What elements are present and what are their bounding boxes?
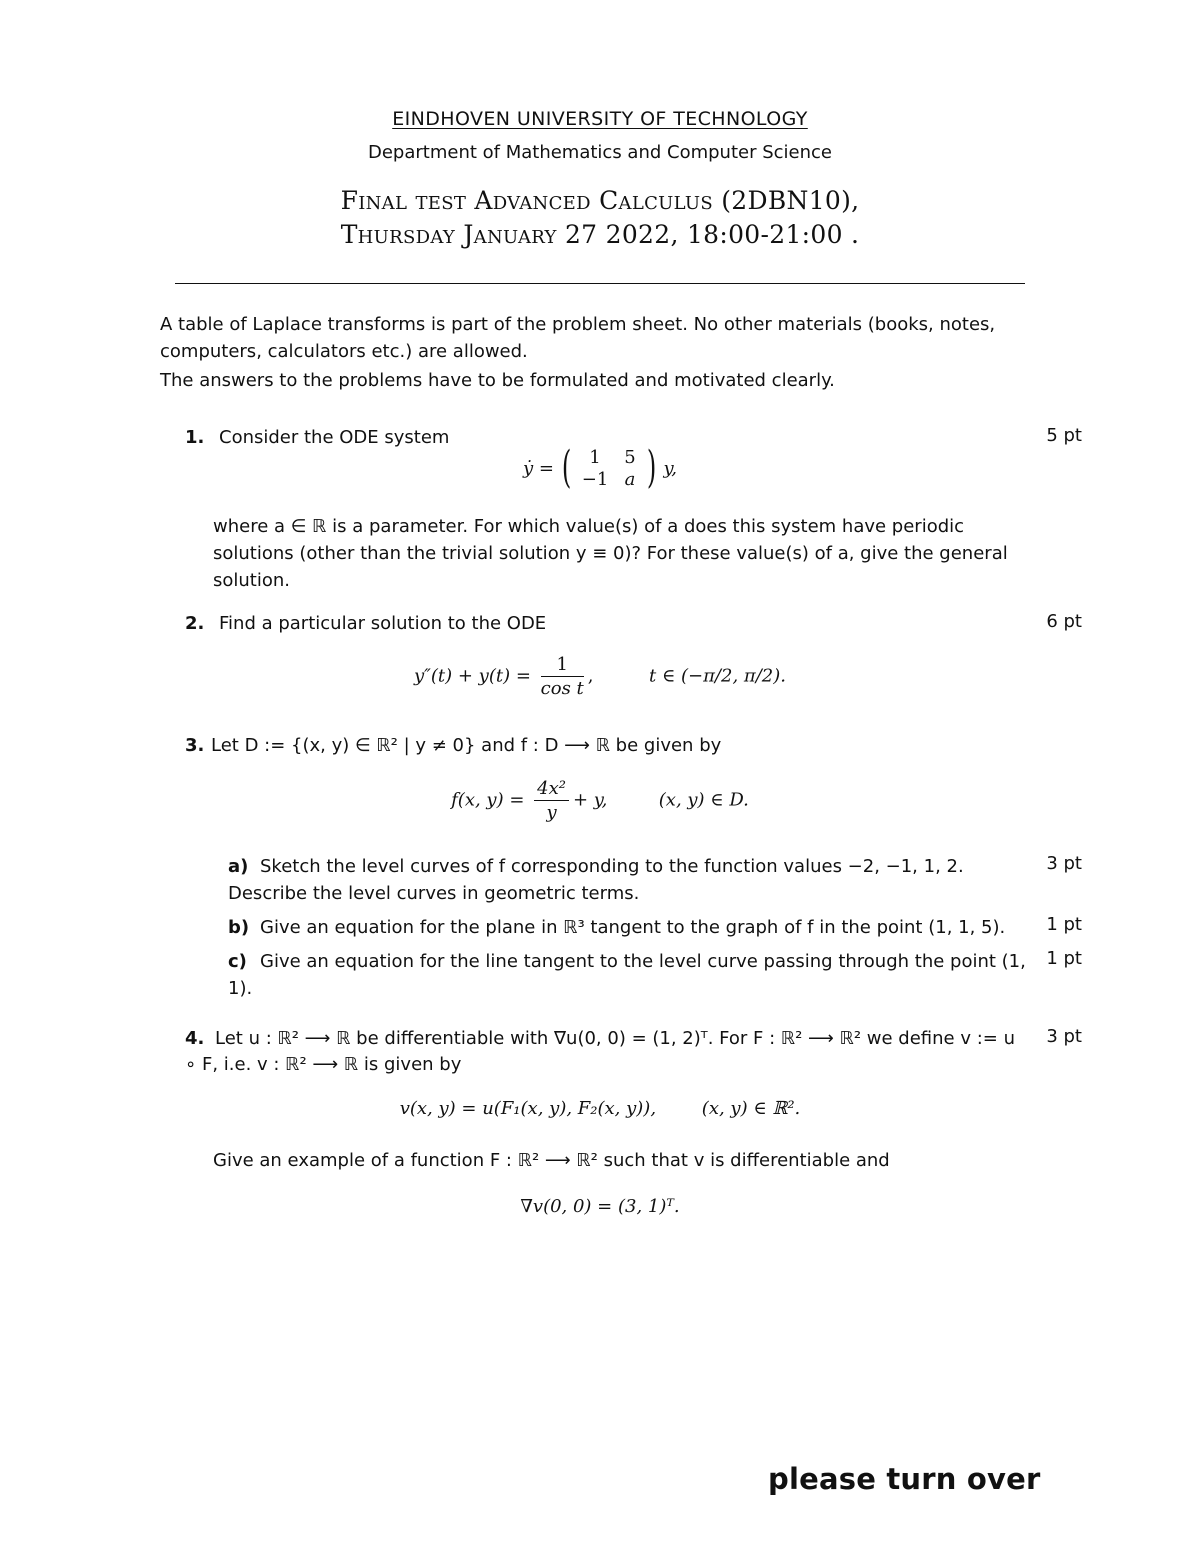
problem-1-body: where a ∈ ℝ is a parameter. For which value(s) of a does this system have periodic solutions (other than the trivial solution y ≡ 0)? For these value(s) of a, give the general solution. — [213, 516, 1008, 591]
problem-3b-label: b) — [228, 917, 250, 938]
problem-3c-points: 1 pt — [1046, 948, 1082, 969]
problem-2-lead — [185, 611, 1025, 637]
problem-3-lead-text: Let D := {(x, y) ∈ ℝ² | y ≠ 0} and f : D ⟶ ℝ be given by — [211, 735, 722, 756]
problem-3c-label: c) — [228, 951, 247, 972]
problem-3-frac-num: 4x² — [534, 778, 569, 801]
header-divider — [175, 283, 1025, 284]
problem-3c — [228, 948, 1028, 1002]
problem-4-lead-text: Let u : ℝ² ⟶ ℝ be differentiable with ∇u(0, 0) = (1, 2)ᵀ. For F : ℝ² ⟶ ℝ² we define v := u ∘ F, i.e. v : ℝ² ⟶ ℝ is given by — [185, 1028, 1015, 1075]
problem-3a-text: Sketch the level curves of f corresponding to the function values −2, −1, 1, 2. Describe the level curves in geometric terms. — [228, 856, 964, 904]
problem-3-eq-lhs: f(x, y) = — [451, 789, 525, 811]
left-paren: ( — [561, 442, 572, 493]
problem-1-eq-rhs: y, — [663, 458, 677, 479]
problem-1-number: 1. — [185, 427, 205, 448]
problem-4-eq2-text: ∇v(0, 0) = (3, 1)ᵀ. — [520, 1196, 680, 1217]
problem-2-domain: t ∈ (−π/2, π/2). — [649, 665, 786, 687]
exam-date: Thursday January 27 2022, 18:00-21:00 . — [340, 220, 860, 249]
problem-3a-points: 3 pt — [1046, 853, 1082, 874]
problem-3-lead — [185, 733, 1025, 759]
problem-2-points: 6 pt — [1046, 611, 1082, 632]
problem-3a — [228, 853, 1028, 907]
problem-2-equation — [0, 654, 1200, 699]
intro-instructions: The answers to the problems have to be formulated and motivated clearly. — [160, 370, 835, 391]
problem-1-matrix — [560, 442, 658, 493]
problem-2-eq-lhs: y″(t) + y(t) = — [413, 665, 531, 687]
matrix-entry-12: 5 — [624, 447, 636, 468]
problem-2-number: 2. — [185, 613, 205, 634]
problem-4-lead — [185, 1026, 1025, 1078]
problem-3-eq-rhs: + y, — [572, 789, 608, 811]
matrix-entry-21: −1 — [581, 469, 609, 490]
problem-2-lead-text: Find a particular solution to the ODE — [219, 613, 547, 634]
problem-3b — [228, 914, 1028, 941]
problem-3-number: 3. — [185, 735, 205, 756]
problem-3-fraction — [534, 778, 569, 823]
turn-over-note: please turn over — [768, 1462, 1041, 1496]
problem-1-eq-lhs: ẏ = — [523, 458, 554, 479]
problem-2-frac-num: 1 — [541, 654, 584, 677]
problem-3-equation — [0, 778, 1200, 823]
problem-2-fraction — [541, 654, 584, 699]
problem-1-equation — [0, 442, 1200, 493]
right-paren: ) — [646, 442, 656, 493]
problem-4-equation-1 — [0, 1098, 1200, 1119]
problem-3-frac-den: y — [546, 802, 557, 823]
intro-paragraph: A table of Laplace transforms is part of the problem sheet. No other materials (books, notes, computers, calculators etc.) are allowed. — [160, 314, 996, 362]
problem-3c-text: Give an equation for the line tangent to the level curve passing through the point (1, 1). — [228, 951, 1026, 999]
matrix-entry-22: a — [624, 469, 636, 490]
problem-3b-points: 1 pt — [1046, 914, 1082, 935]
matrix-entry-11: 1 — [589, 447, 601, 468]
problem-3a-label: a) — [228, 856, 249, 877]
problem-3-domain: (x, y) ∈ D. — [658, 789, 749, 811]
problem-4-number: 4. — [185, 1028, 205, 1049]
problem-2-frac-den: cos t — [540, 678, 584, 699]
problem-4-middle: Give an example of a function F : ℝ² ⟶ ℝ² such that v is differentiable and — [213, 1150, 890, 1171]
problem-1-points: 5 pt — [1046, 425, 1082, 446]
department-name: Department of Mathematics and Computer Science — [367, 142, 832, 163]
problem-4-equation-2 — [0, 1196, 1200, 1217]
problem-2-eq-rhs: , — [587, 665, 594, 687]
exam-title: Final test Advanced Calculus (2DBN10), — [340, 186, 860, 215]
problem-4-points: 3 pt — [1046, 1026, 1082, 1047]
problem-1-lead-text: Consider the ODE system — [219, 427, 450, 448]
university-name: EINDHOVEN UNIVERSITY OF TECHNOLOGY — [392, 108, 808, 130]
problem-4-eq1-text: v(x, y) = u(F₁(x, y), F₂(x, y)), (x, y) ∈ ℝ². — [399, 1098, 801, 1119]
problem-3b-text: Give an equation for the plane in ℝ³ tangent to the graph of f in the point (1, 1, 5). — [260, 917, 1006, 938]
